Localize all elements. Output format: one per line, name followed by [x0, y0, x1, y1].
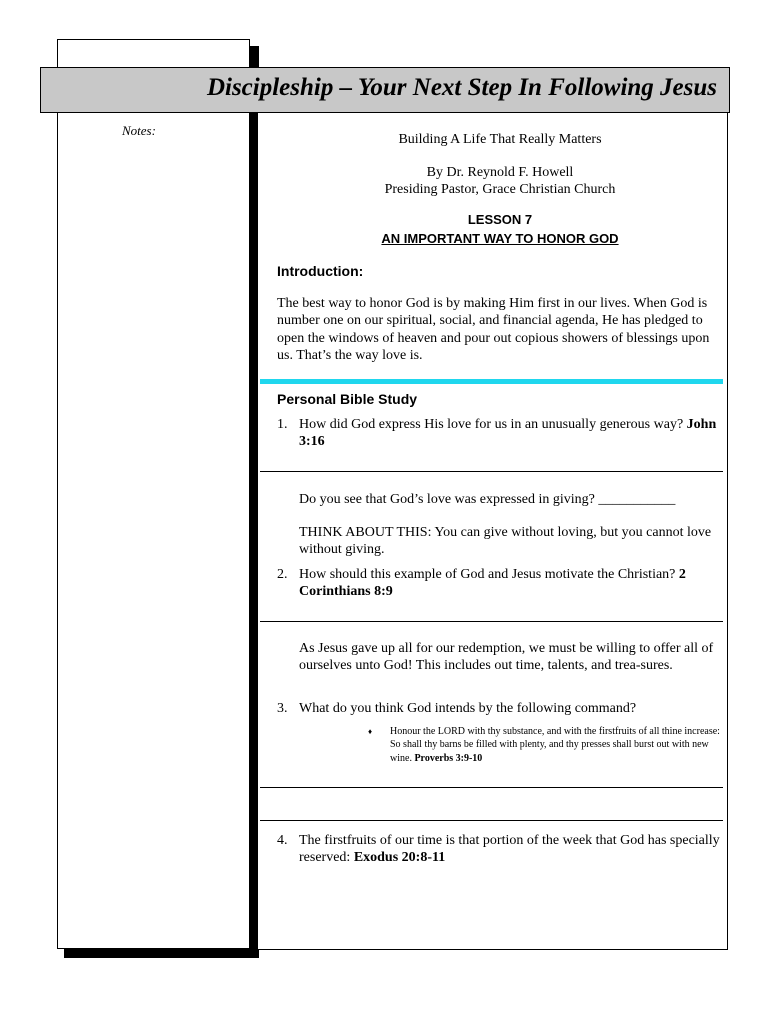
question-text [299, 832, 720, 867]
answer-line [260, 471, 723, 472]
author-line: By Dr. Reynold F. Howell [426, 165, 574, 180]
question-prompt: How should this example of God and Jesus motivate the Christian? [299, 567, 679, 582]
scripture-reference: Exodus 20:8-11 [353, 850, 446, 866]
question-number: 2. [277, 567, 288, 582]
question-prompt: What do you think God intends by the following command? [299, 701, 637, 716]
answer-line [260, 621, 723, 622]
notes-label: Notes: [122, 123, 156, 138]
lesson-title: AN IMPORTANT WAY TO HONOR GOD [381, 231, 619, 246]
quote-body: Honour the LORD with thy substance, and with the firstfruits of all thine increase: So shall thy barns be filled with plenty, and thy presses shall burst out with new wine. [390, 726, 720, 764]
answer-line [260, 820, 723, 821]
scripture-reference: 2 Corinthians 8:9 [299, 567, 686, 600]
question-prompt: How did God express His love for us in an unusually generous way? [299, 417, 687, 432]
question-prompt: The firstfruits of our time is that portion of the week that God has specially reserved: [299, 833, 720, 866]
section-divider [260, 379, 723, 384]
lesson-number: LESSON 7 [467, 212, 533, 227]
series-subtitle: Building A Life That Really Matters [398, 132, 602, 147]
bible-study-heading: Personal Bible Study [277, 391, 418, 407]
diamond-bullet-icon: ♦ [368, 727, 373, 736]
giving-question: Do you see that God’s love was expressed in giving? ___________ [299, 492, 676, 507]
answer-line [260, 787, 723, 788]
scripture-reference: John 3:16 [299, 417, 717, 450]
question-text [299, 416, 720, 451]
introduction-text: The best way to honor God is by making Him first in our lives. When God is number one on our spiritual, social, and financial agenda, He has pledged to open the windows of heaven and pour out copious showers of blessings upon us. That’s the way love is. [277, 296, 710, 363]
question-number: 4. [277, 833, 288, 848]
question-text [299, 566, 720, 601]
scripture-reference: Proverbs 3:9-10 [414, 752, 483, 764]
think-about-note: THINK ABOUT THIS: You can give without loving, but you cannot love without giving. [299, 525, 712, 558]
introduction-heading: Introduction: [277, 263, 364, 279]
title-banner [40, 67, 730, 113]
quote-text [390, 725, 720, 765]
author-role: Presiding Pastor, Grace Christian Church [384, 182, 616, 197]
question-number: 3. [277, 701, 288, 716]
question-number: 1. [277, 417, 288, 432]
redemption-note: As Jesus gave up all for our redemption, we must be willing to offer all of ourselves unto God! This includes out time, talents, and trea-sures. [299, 641, 714, 674]
page-title: Discipleship – Your Next Step In Following Jesus [206, 74, 717, 101]
notes-sidebar [57, 39, 250, 949]
